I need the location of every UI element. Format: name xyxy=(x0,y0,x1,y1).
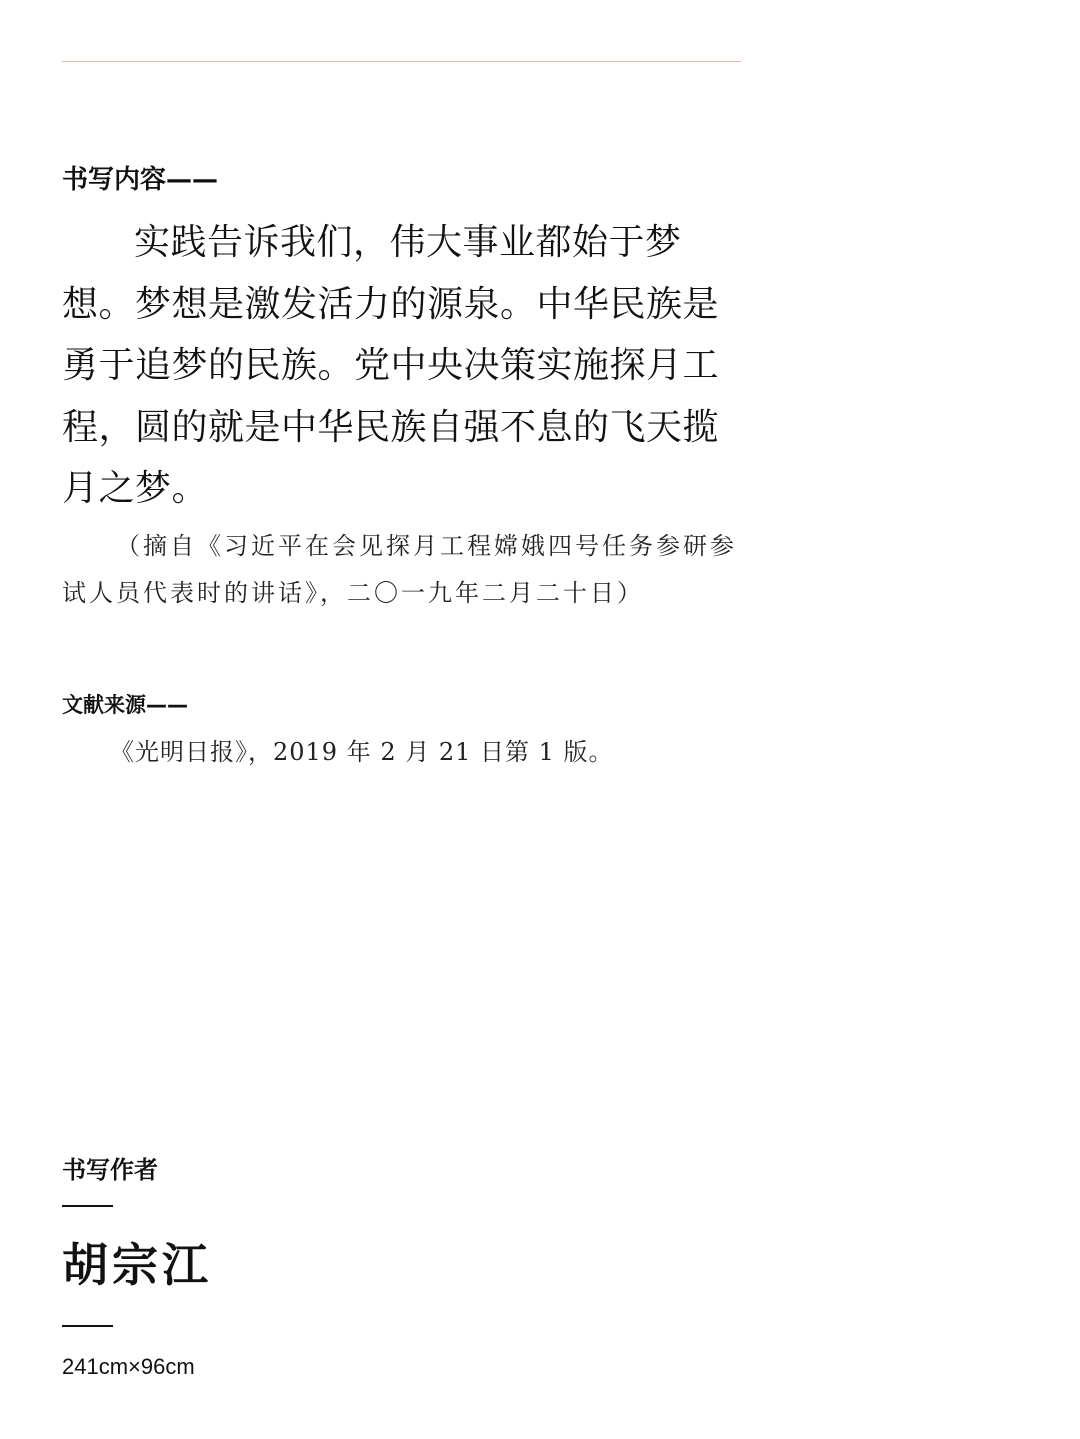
source-section-heading: 文献来源—— xyxy=(62,693,188,717)
author-divider-top xyxy=(62,1205,113,1207)
author-divider-bottom xyxy=(62,1325,113,1327)
top-divider xyxy=(62,61,741,62)
quote-text: 实践告诉我们，伟大事业都始于梦想。梦想是激发活力的源泉。中华民族是勇于追梦的民族。党中央决策实施探月工程，圆的就是中华民族自强不息的飞天揽月之梦。 xyxy=(62,222,720,509)
source-text: 《光明日报》，2019 年 2 月 21 日第 1 版。 xyxy=(110,738,614,766)
quote-citation: （摘自《习近平在会见探月工程嫦娥四号任务参研参试人员代表时的讲话》，二〇一九年二月二十日） xyxy=(62,532,737,607)
content-section-heading: 书写内容—— xyxy=(62,165,219,195)
author-section-heading: 书写作者 xyxy=(62,1156,158,1184)
author-name: 胡宗江 xyxy=(62,1238,212,1292)
artwork-dimensions: 241cm×96cm xyxy=(62,1354,195,1379)
